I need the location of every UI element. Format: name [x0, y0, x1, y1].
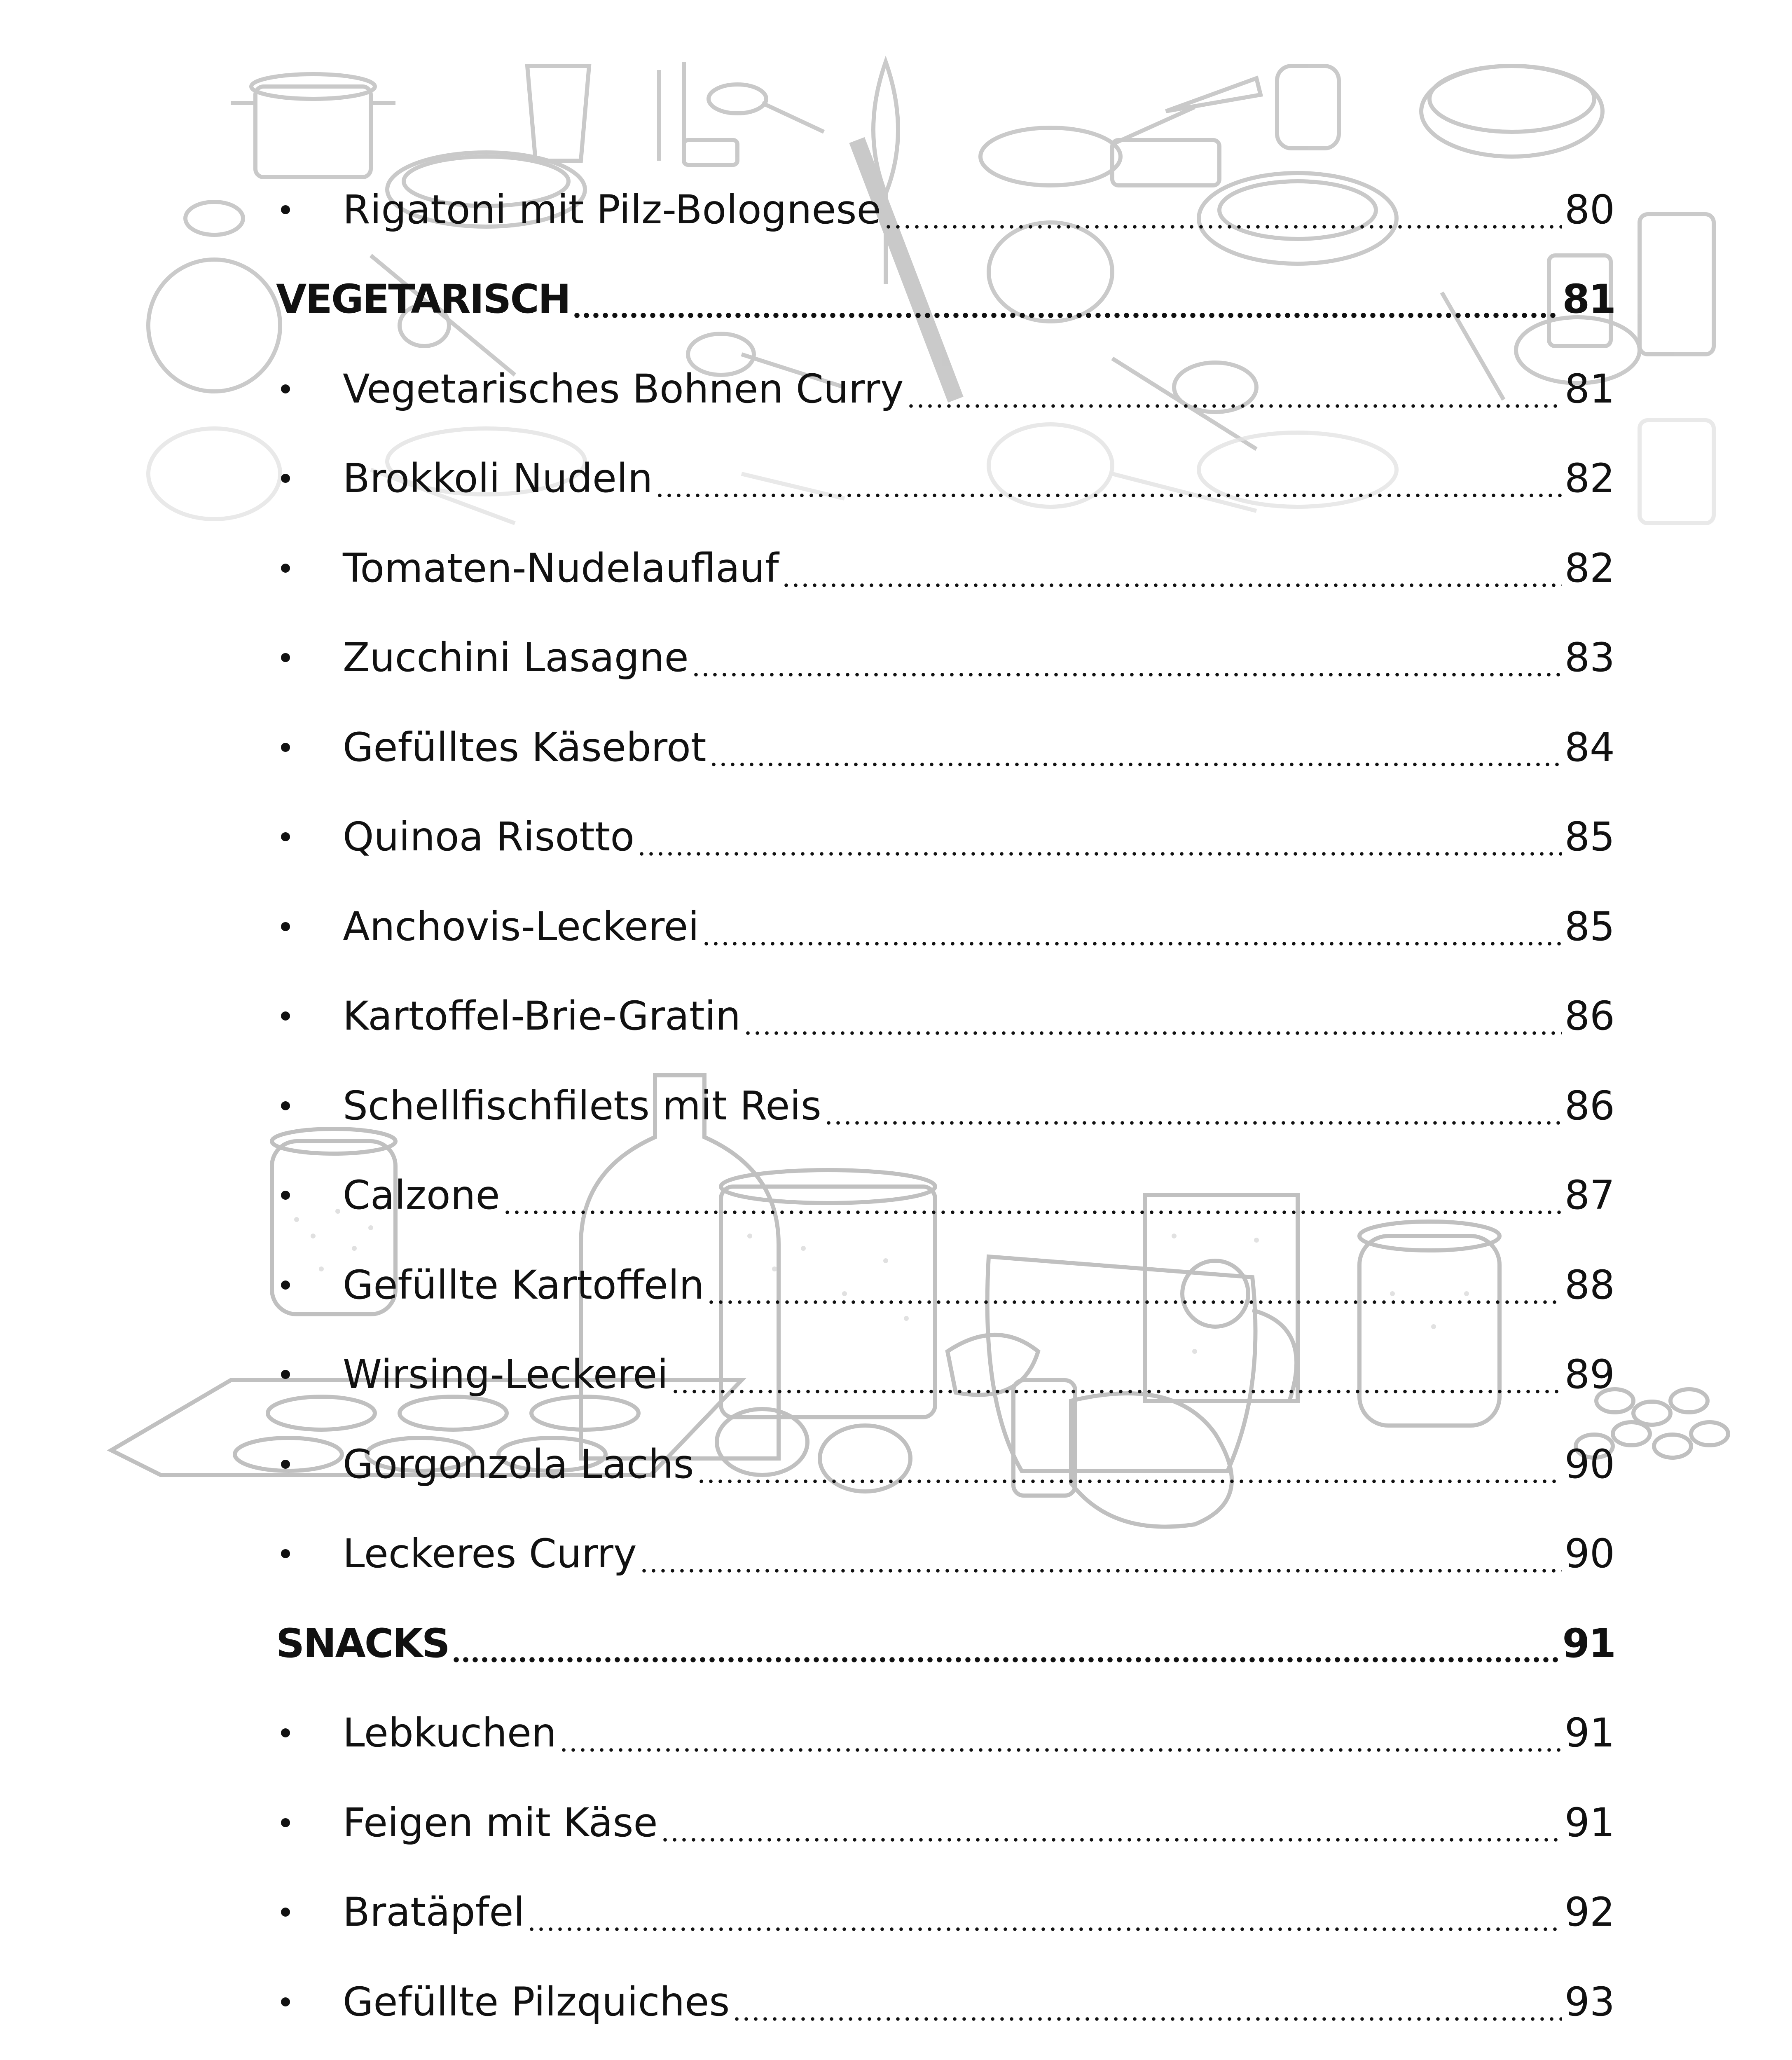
toc-entry-label: Kartoffel-Brie-Gratin [343, 993, 741, 1039]
toc-entry[interactable] [276, 165, 1615, 255]
toc-entry[interactable] [276, 434, 1615, 524]
bullet-icon [281, 922, 290, 931]
toc-page-number: 91 [1564, 1710, 1615, 1756]
dot-leader [637, 817, 1562, 857]
toc-entry-label: Leckeres Curry [343, 1531, 637, 1577]
bullet-icon [281, 1818, 290, 1827]
bullet-icon [281, 474, 290, 483]
toc-entry-label: SNACKS [276, 1620, 449, 1667]
dot-leader [452, 1624, 1560, 1663]
toc-page-number: 81 [1564, 365, 1615, 412]
toc-page-number: 90 [1564, 1441, 1615, 1487]
toc-page-number: 88 [1564, 1262, 1615, 1308]
toc-page-number: 82 [1564, 545, 1615, 591]
dot-leader [671, 1355, 1562, 1394]
bullet-icon [281, 1370, 290, 1379]
toc-page-number: 86 [1564, 1082, 1615, 1129]
toc-entry-label: Zucchini Lasagne [343, 634, 689, 681]
dot-leader [824, 1086, 1562, 1126]
bullet-icon [281, 1997, 290, 2006]
toc-page-number: 83 [1564, 634, 1615, 681]
bullet-icon [281, 653, 290, 662]
toc-entry-label: Gefüllte Kartoffeln [343, 1262, 704, 1308]
toc-entry[interactable] [276, 971, 1615, 1061]
toc-entry[interactable] [276, 613, 1615, 703]
toc-page-number: 91 [1562, 1620, 1615, 1667]
toc-entry[interactable] [276, 344, 1615, 434]
toc-page-number: 93 [1564, 1978, 1615, 2025]
bullet-icon [281, 205, 290, 214]
bullet-icon [281, 743, 290, 752]
toc-entry-label: Calzone [343, 1172, 500, 1219]
bullet-icon [281, 1191, 290, 1200]
toc-page-number: 80 [1564, 186, 1615, 233]
dot-leader [906, 369, 1562, 409]
bullet-icon [281, 1460, 290, 1469]
toc-entry[interactable] [276, 1778, 1615, 1868]
bullet-icon [281, 1101, 290, 1110]
toc-entry[interactable] [276, 1419, 1615, 1509]
toc-entry-label: Tomaten-Nudelauflauf [343, 545, 779, 591]
toc-page-number: 91 [1564, 1799, 1615, 1846]
toc-entry[interactable] [276, 1688, 1615, 1778]
toc-entry-label: Gorgonzola Lachs [343, 1441, 694, 1487]
dot-leader [559, 1713, 1562, 1753]
toc-page-number: 84 [1564, 724, 1615, 770]
toc-page-number: 86 [1564, 993, 1615, 1039]
toc-page-number: 81 [1562, 276, 1615, 323]
bullet-icon [281, 1908, 290, 1917]
bullet-icon [281, 1728, 290, 1737]
toc-page-number: 85 [1564, 903, 1615, 950]
toc-entry[interactable] [276, 1330, 1615, 1420]
toc-entry[interactable] [276, 1240, 1615, 1330]
toc-entry-label: Quinoa Risotto [343, 814, 635, 860]
dot-leader [503, 1175, 1562, 1215]
toc-entry[interactable] [276, 1868, 1615, 1957]
toc-entry[interactable] [276, 702, 1615, 792]
toc-page-number: 85 [1564, 814, 1615, 860]
toc-entry[interactable] [276, 1061, 1615, 1151]
toc-page-number: 89 [1564, 1351, 1615, 1398]
dot-leader [884, 190, 1562, 229]
toc-section-heading[interactable] [276, 1599, 1615, 1688]
dot-leader [709, 728, 1562, 767]
toc-entry[interactable] [276, 882, 1615, 971]
dot-leader [655, 459, 1562, 498]
toc-entry[interactable] [276, 523, 1615, 613]
toc-entry-label: Bratäpfel [343, 1889, 525, 1936]
dot-leader [743, 996, 1562, 1036]
bullet-icon [281, 1280, 290, 1290]
toc-entry-label: Rigatoni mit Pilz-Bolognese [343, 186, 881, 233]
toc-entry-label: Brokkoli Nudeln [343, 455, 653, 502]
bullet-icon [281, 564, 290, 573]
dot-leader [572, 279, 1560, 319]
toc-page-number: 82 [1564, 455, 1615, 502]
toc-entry[interactable] [276, 1509, 1615, 1599]
dot-leader [527, 1892, 1562, 1932]
toc-section-heading[interactable] [276, 255, 1615, 344]
toc-entry-label: Lebkuchen [343, 1710, 557, 1756]
table-of-contents [276, 165, 1615, 2060]
dot-leader [691, 638, 1562, 677]
toc-entry-label: Gefüllte Pilzquiches [343, 1978, 730, 2025]
toc-entry-label: Vegetarisches Bohnen Curry [343, 365, 904, 412]
dot-leader [702, 907, 1562, 946]
toc-entry[interactable] [276, 792, 1615, 882]
dot-leader [660, 1803, 1562, 1842]
dot-leader [697, 1444, 1562, 1484]
bullet-icon [281, 1011, 290, 1021]
dot-leader [732, 1982, 1562, 2022]
toc-entry[interactable] [276, 1151, 1615, 1241]
dot-leader [781, 548, 1562, 588]
dot-leader [639, 1534, 1562, 1573]
toc-entry-label: Schellfischfilets mit Reis [343, 1082, 821, 1129]
bullet-icon [281, 832, 290, 841]
toc-entry-label: Gefülltes Käsebrot [343, 724, 707, 770]
bullet-icon [281, 1549, 290, 1558]
toc-entry-label: Wirsing-Leckerei [343, 1351, 669, 1398]
toc-entry-label: Anchovis-Leckerei [343, 903, 699, 950]
toc-page-number: 87 [1564, 1172, 1615, 1219]
toc-entry[interactable] [276, 1957, 1615, 2047]
toc-page-number: 90 [1564, 1531, 1615, 1577]
toc-entry-label: VEGETARISCH [276, 276, 570, 323]
toc-page-number: 92 [1564, 1889, 1615, 1936]
toc-entry-label: Feigen mit Käse [343, 1799, 658, 1846]
toc-entry[interactable] [276, 2047, 1615, 2060]
bullet-icon [281, 384, 290, 393]
dot-leader [707, 1265, 1562, 1305]
